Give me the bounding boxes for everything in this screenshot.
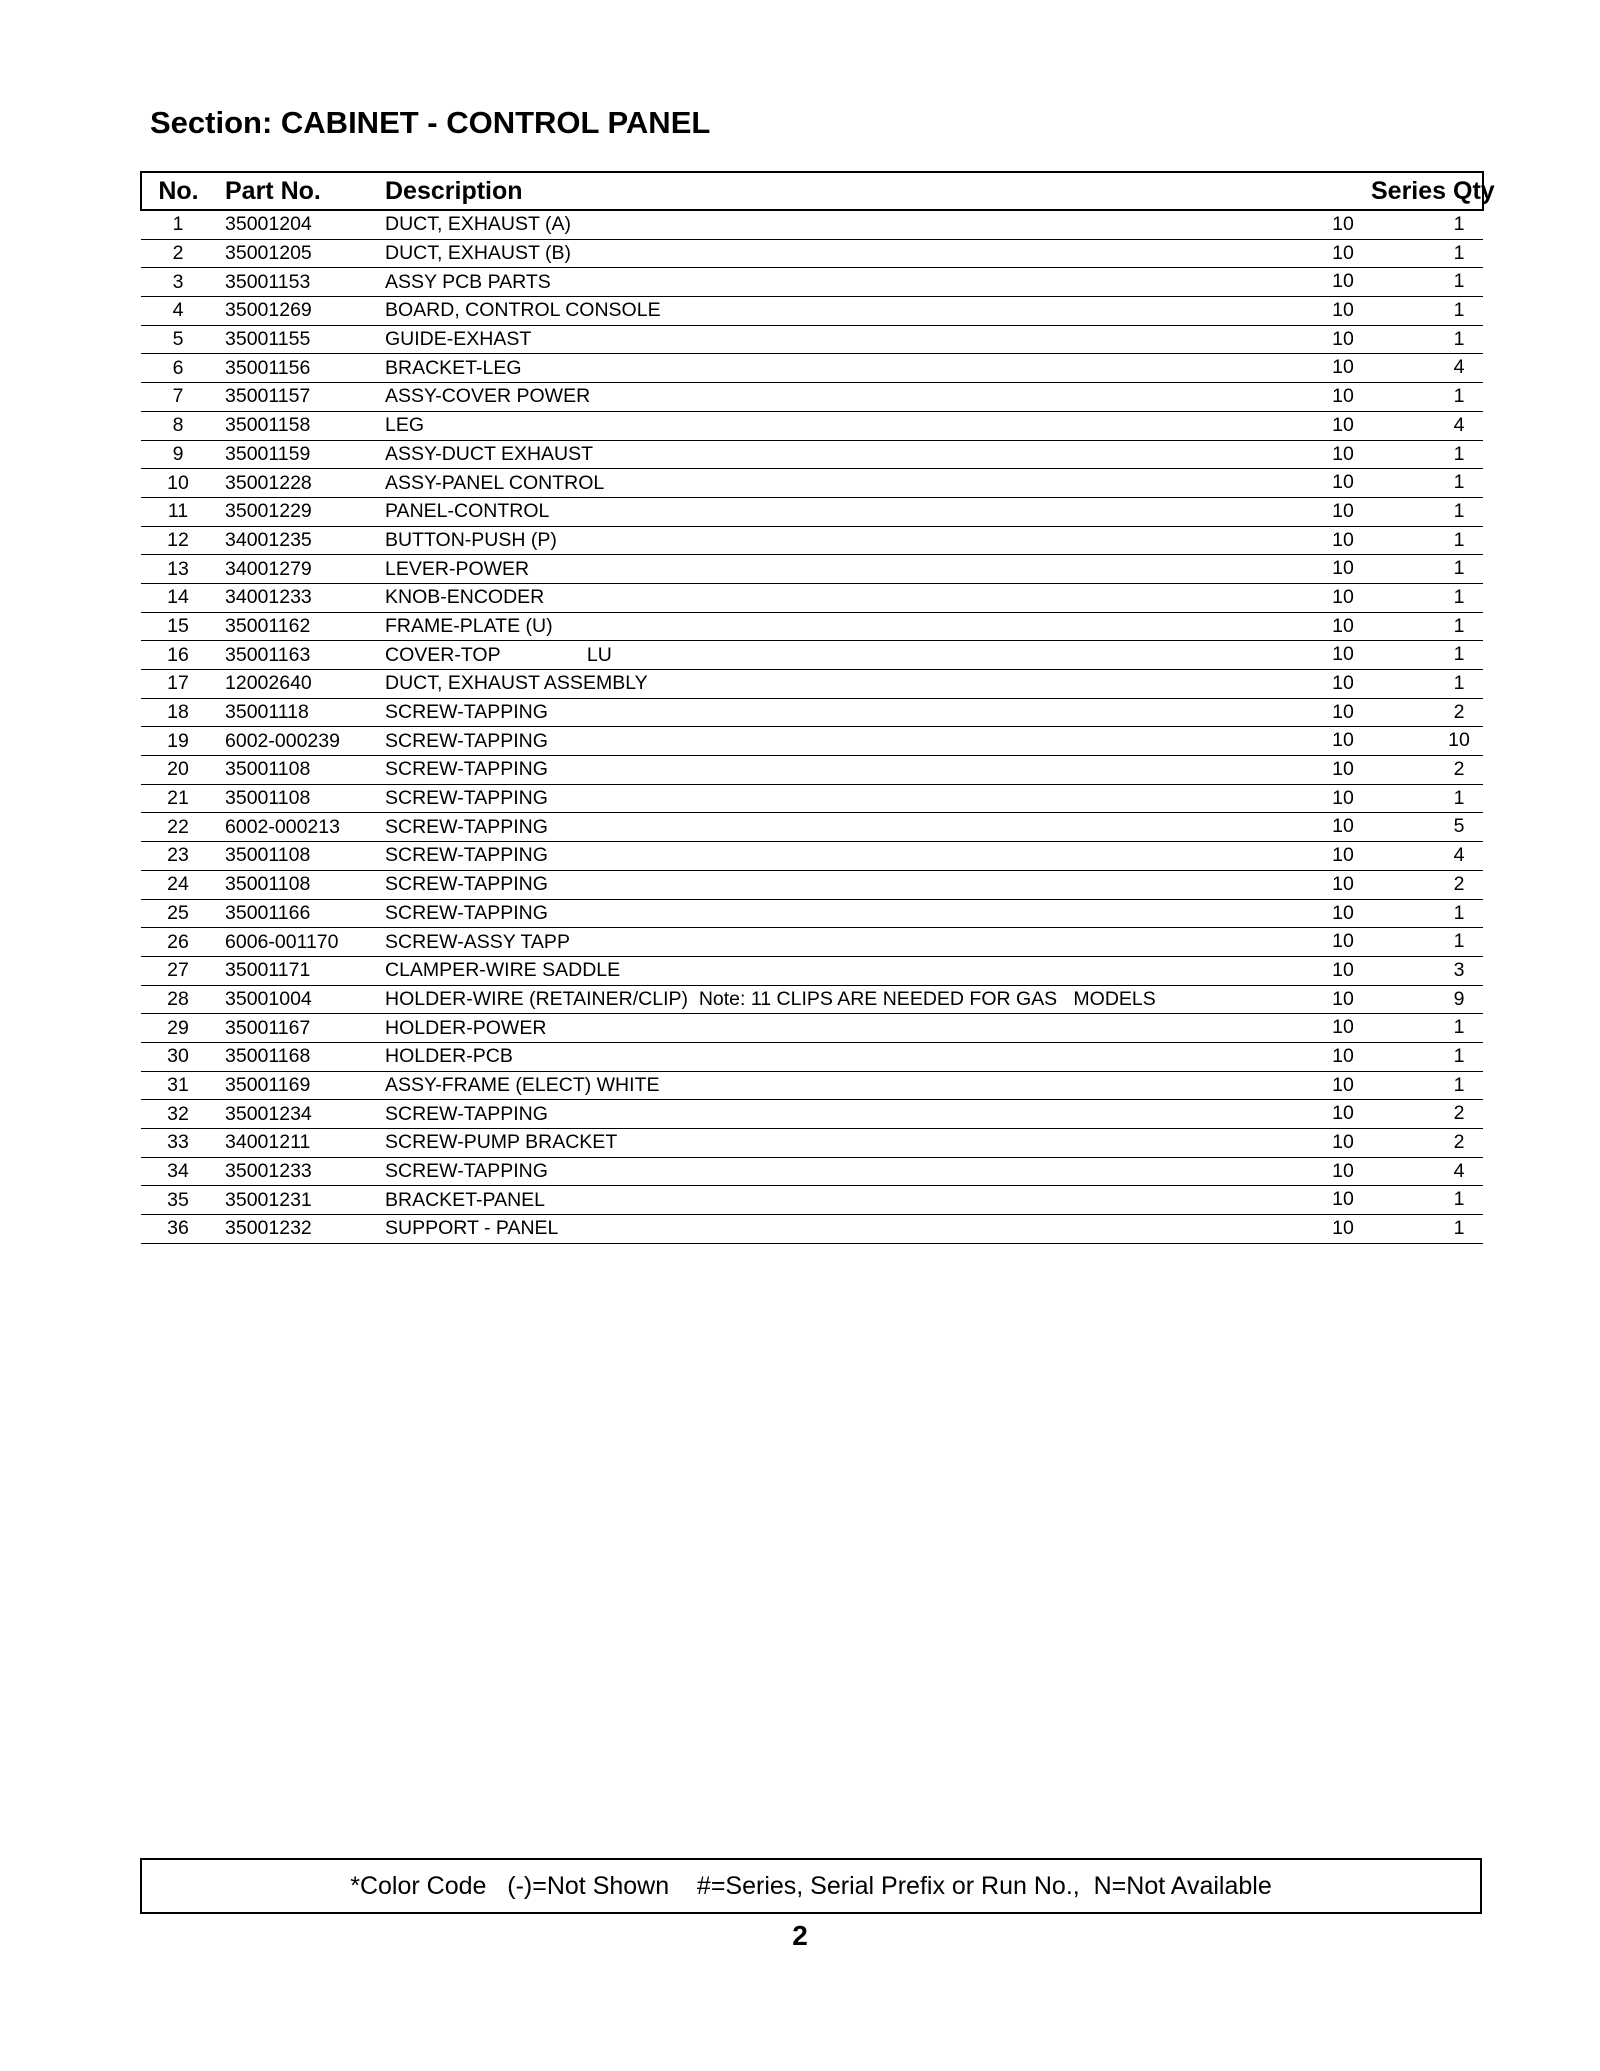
cell-series: 10 [1332,241,1354,264]
cell-qty: 2 [1453,1102,1465,1125]
cell-qty: 9 [1453,987,1465,1010]
cell-description: FRAME-PLATE (U) [371,612,1371,641]
cell-series: 10 [1332,528,1354,551]
cell-qty: 1 [1453,930,1465,953]
cell-series-qty [1332,268,1483,297]
table-row [141,583,1483,612]
cell-series-qty [1332,1071,1483,1100]
cell-description: SCREW-TAPPING [371,1100,1371,1129]
cell-description: SCREW-TAPPING [371,899,1371,928]
cell-description: SCREW-TAPPING [371,727,1371,756]
cell-no: 30 [141,1042,215,1071]
table-row [141,727,1483,756]
table-row [141,1186,1483,1215]
cell-description: ASSY-FRAME (ELECT) WHITE [371,1071,1371,1100]
cell-no: 31 [141,1071,215,1100]
cell-part-no: 6002-000239 [215,727,371,756]
cell-qty: 1 [1453,901,1465,924]
cell-description: SCREW-TAPPING [371,784,1371,813]
cell-series-qty [1332,555,1483,584]
cell-series-qty [1332,354,1483,383]
table-row [141,411,1483,440]
cell-series-qty [1332,756,1483,785]
cell-part-no: 35001158 [215,411,371,440]
cell-no: 33 [141,1129,215,1158]
cell-series-qty [1332,870,1483,899]
table-row [141,956,1483,985]
cell-no: 8 [141,411,215,440]
cell-series-qty [1332,297,1483,326]
cell-series: 10 [1332,815,1354,838]
cell-description: COVER-TOP LU [371,641,1371,670]
cell-qty: 1 [1453,672,1465,694]
cell-series-qty [1332,698,1483,727]
page-number: 2 [792,1920,808,1951]
cell-no: 6 [141,354,215,383]
cell-qty: 1 [1453,585,1465,608]
cell-part-no: 35001231 [215,1186,371,1215]
cell-part-no: 35001162 [215,612,371,641]
cell-qty: 1 [1453,327,1465,350]
cell-description: KNOB-ENCODER [371,583,1371,612]
cell-series: 10 [1332,1073,1354,1096]
cell-series: 10 [1332,729,1354,752]
cell-description: BRACKET-LEG [371,354,1371,383]
cell-series: 10 [1332,672,1354,694]
cell-qty: 2 [1453,758,1465,781]
table-row [141,297,1483,326]
table-row [141,1129,1483,1158]
cell-description: LEG [371,411,1371,440]
cell-description: PANEL-CONTROL [371,497,1371,526]
cell-series-qty [1332,727,1483,756]
cell-no: 3 [141,268,215,297]
cell-series: 10 [1332,1159,1354,1182]
cell-part-no: 35001159 [215,440,371,469]
cell-part-no: 6002-000213 [215,813,371,842]
cell-qty: 1 [1453,471,1465,494]
cell-no: 34 [141,1157,215,1186]
cell-qty: 2 [1453,872,1465,895]
table-row [141,870,1483,899]
cell-description: ASSY-DUCT EXHAUST [371,440,1371,469]
table-row [141,1042,1483,1071]
cell-no: 12 [141,526,215,555]
table-row [141,526,1483,555]
cell-series-qty [1332,583,1483,612]
cell-series: 10 [1332,987,1354,1010]
cell-series: 10 [1332,901,1354,924]
cell-no: 29 [141,1014,215,1043]
cell-series: 10 [1332,844,1354,867]
table-row [141,469,1483,498]
cell-qty: 4 [1453,356,1465,379]
cell-part-no: 12002640 [215,670,371,699]
cell-series-qty [1332,210,1483,239]
cell-series: 10 [1332,585,1354,608]
cell-series: 10 [1332,930,1354,953]
cell-qty: 4 [1453,413,1465,436]
cell-part-no: 35001233 [215,1157,371,1186]
cell-description: ASSY PCB PARTS [371,268,1371,297]
cell-no: 16 [141,641,215,670]
cell-part-no: 35001157 [215,383,371,412]
cell-no: 13 [141,555,215,584]
cell-series: 10 [1332,413,1354,436]
header-no: No. [141,172,215,210]
cell-series: 10 [1332,327,1354,350]
table-row [141,1215,1483,1244]
table-row [141,612,1483,641]
cell-qty: 1 [1453,442,1465,465]
cell-description: HOLDER-PCB [371,1042,1371,1071]
cell-part-no: 35001204 [215,210,371,239]
cell-part-no: 35001108 [215,784,371,813]
cell-series-qty [1332,641,1483,670]
header-description: Description [371,172,1371,210]
cell-qty: 1 [1453,1073,1465,1096]
cell-part-no: 34001211 [215,1129,371,1158]
cell-series-qty [1332,1042,1483,1071]
cell-no: 7 [141,383,215,412]
cell-part-no: 35001153 [215,268,371,297]
cell-qty: 1 [1453,499,1465,522]
cell-series-qty [1332,1129,1483,1158]
cell-no: 1 [141,210,215,239]
table-row [141,813,1483,842]
cell-series: 10 [1332,1217,1354,1240]
cell-no: 9 [141,440,215,469]
section-title: Section: CABINET - CONTROL PANEL [150,105,711,140]
table-row [141,354,1483,383]
cell-description: SCREW-TAPPING [371,870,1371,899]
cell-qty: 4 [1453,844,1465,867]
cell-qty: 2 [1453,1131,1465,1153]
table-row [141,842,1483,871]
cell-no: 10 [141,469,215,498]
cell-no: 28 [141,985,215,1014]
cell-description: DUCT, EXHAUST (B) [371,239,1371,268]
cell-no: 25 [141,899,215,928]
table-row [141,756,1483,785]
cell-description: BOARD, CONTROL CONSOLE [371,297,1371,326]
cell-part-no: 35001232 [215,1215,371,1244]
cell-series-qty [1332,1100,1483,1129]
table-row [141,641,1483,670]
cell-series-qty [1332,956,1483,985]
cell-description: SCREW-ASSY TAPP [371,928,1371,957]
cell-qty: 1 [1453,1044,1465,1067]
cell-description: HOLDER-POWER [371,1014,1371,1043]
cell-series: 10 [1332,270,1354,293]
cell-series: 10 [1332,1016,1354,1039]
cell-description: SCREW-TAPPING [371,698,1371,727]
cell-part-no: 35001169 [215,1071,371,1100]
cell-description: SCREW-TAPPING [371,1157,1371,1186]
cell-part-no: 35001108 [215,870,371,899]
cell-series: 10 [1332,700,1354,723]
cell-no: 18 [141,698,215,727]
cell-series-qty [1332,899,1483,928]
table-row [141,1071,1483,1100]
table-row [141,1157,1483,1186]
cell-series: 10 [1332,385,1354,408]
table-row [141,928,1483,957]
parts-table [140,171,1495,1244]
cell-series: 10 [1332,643,1354,666]
legend-box: *Color Code (-)=Not Shown #=Series, Serial Prefix or Run No., N=Not Available [140,1858,1482,1914]
cell-series-qty [1332,383,1483,412]
table-row [141,383,1483,412]
cell-qty: 3 [1453,958,1465,981]
cell-no: 20 [141,756,215,785]
cell-part-no: 35001108 [215,756,371,785]
cell-no: 27 [141,956,215,985]
cell-description: SCREW-TAPPING [371,756,1371,785]
cell-series-qty [1332,526,1483,555]
cell-no: 21 [141,784,215,813]
cell-qty: 1 [1453,270,1465,293]
cell-series: 10 [1332,442,1354,465]
cell-description: BRACKET-PANEL [371,1186,1371,1215]
cell-qty: 2 [1453,700,1465,723]
cell-series-qty [1332,1215,1483,1244]
table-row [141,440,1483,469]
cell-part-no: 35001156 [215,354,371,383]
cell-series-qty [1332,325,1483,354]
cell-no: 24 [141,870,215,899]
cell-no: 23 [141,842,215,871]
cell-description: ASSY-COVER POWER [371,383,1371,412]
cell-series: 10 [1332,958,1354,981]
cell-qty: 1 [1453,299,1465,322]
cell-part-no: 35001205 [215,239,371,268]
table-row [141,784,1483,813]
cell-qty: 1 [1453,614,1465,637]
header-series-qty: Series Qty [1371,172,1483,210]
cell-series: 10 [1332,356,1354,379]
cell-qty: 1 [1453,1016,1465,1039]
cell-qty: 1 [1453,1188,1465,1211]
cell-part-no: 34001279 [215,555,371,584]
cell-part-no: 35001118 [215,698,371,727]
cell-series-qty [1332,440,1483,469]
cell-no: 14 [141,583,215,612]
cell-series-qty [1332,670,1483,699]
parts-table-body [141,210,1483,1243]
cell-series: 10 [1332,499,1354,522]
cell-series-qty [1332,1186,1483,1215]
cell-series: 10 [1332,786,1354,809]
cell-series-qty [1332,469,1483,498]
cell-part-no: 35001004 [215,985,371,1014]
cell-series-qty [1332,1014,1483,1043]
cell-description: ASSY-PANEL CONTROL [371,469,1371,498]
cell-series: 10 [1332,872,1354,895]
cell-qty: 1 [1453,241,1465,264]
cell-part-no: 35001228 [215,469,371,498]
cell-series-qty [1332,411,1483,440]
cell-series-qty [1332,497,1483,526]
cell-no: 32 [141,1100,215,1129]
cell-qty: 1 [1453,786,1465,809]
cell-description: DUCT, EXHAUST (A) [371,210,1371,239]
cell-part-no: 35001229 [215,497,371,526]
cell-qty: 1 [1453,213,1465,235]
cell-part-no: 35001155 [215,325,371,354]
cell-qty: 5 [1453,815,1465,838]
cell-description: SCREW-TAPPING [371,813,1371,842]
cell-no: 35 [141,1186,215,1215]
table-row [141,1100,1483,1129]
cell-part-no: 6006-001170 [215,928,371,957]
cell-qty: 1 [1453,1217,1465,1240]
cell-description: SUPPORT - PANEL [371,1215,1371,1244]
cell-series: 10 [1332,213,1354,235]
cell-series-qty [1332,1157,1483,1186]
table-row [141,210,1483,239]
cell-no: 4 [141,297,215,326]
cell-no: 22 [141,813,215,842]
cell-part-no: 35001234 [215,1100,371,1129]
table-row [141,268,1483,297]
cell-part-no: 35001108 [215,842,371,871]
cell-series-qty [1332,612,1483,641]
cell-series: 10 [1332,1044,1354,1067]
cell-no: 26 [141,928,215,957]
cell-qty: 1 [1453,643,1465,666]
cell-series-qty [1332,842,1483,871]
cell-no: 17 [141,670,215,699]
cell-series-qty [1332,813,1483,842]
cell-series-qty [1332,928,1483,957]
table-row [141,670,1483,699]
cell-part-no: 35001163 [215,641,371,670]
cell-series: 10 [1332,299,1354,322]
cell-series-qty [1332,239,1483,268]
cell-series-qty [1332,784,1483,813]
cell-description: SCREW-PUMP BRACKET [371,1129,1371,1158]
cell-no: 15 [141,612,215,641]
cell-series: 10 [1332,1131,1354,1153]
cell-series-qty [1332,985,1483,1014]
cell-description: CLAMPER-WIRE SADDLE [371,956,1371,985]
cell-part-no: 35001166 [215,899,371,928]
cell-part-no: 35001171 [215,956,371,985]
cell-no: 36 [141,1215,215,1244]
cell-qty: 1 [1453,557,1465,580]
table-row [141,698,1483,727]
cell-qty: 1 [1453,528,1465,551]
cell-no: 5 [141,325,215,354]
table-row [141,899,1483,928]
cell-qty: 10 [1448,729,1470,752]
cell-series: 10 [1332,471,1354,494]
table-row [141,497,1483,526]
cell-no: 19 [141,727,215,756]
cell-no: 11 [141,497,215,526]
cell-part-no: 34001233 [215,583,371,612]
cell-part-no: 35001269 [215,297,371,326]
cell-series: 10 [1332,614,1354,637]
cell-description: GUIDE-EXHAST [371,325,1371,354]
cell-part-no: 35001167 [215,1014,371,1043]
cell-qty: 4 [1453,1159,1465,1182]
cell-description: SCREW-TAPPING [371,842,1371,871]
cell-description: LEVER-POWER [371,555,1371,584]
table-header-row [141,172,1483,210]
table-row [141,239,1483,268]
cell-description: HOLDER-WIRE (RETAINER/CLIP) Note: 11 CLIPS ARE NEEDED FOR GAS MODELS [371,985,1371,1014]
cell-description: BUTTON-PUSH (P) [371,526,1371,555]
cell-series: 10 [1332,1102,1354,1125]
table-row [141,555,1483,584]
cell-series: 10 [1332,557,1354,580]
header-part-no: Part No. [215,172,371,210]
cell-series: 10 [1332,1188,1354,1211]
cell-qty: 1 [1453,385,1465,408]
cell-part-no: 34001235 [215,526,371,555]
cell-description: DUCT, EXHAUST ASSEMBLY [371,670,1371,699]
table-row [141,985,1483,1014]
cell-no: 2 [141,239,215,268]
cell-series: 10 [1332,758,1354,781]
cell-part-no: 35001168 [215,1042,371,1071]
table-row [141,1014,1483,1043]
table-row [141,325,1483,354]
